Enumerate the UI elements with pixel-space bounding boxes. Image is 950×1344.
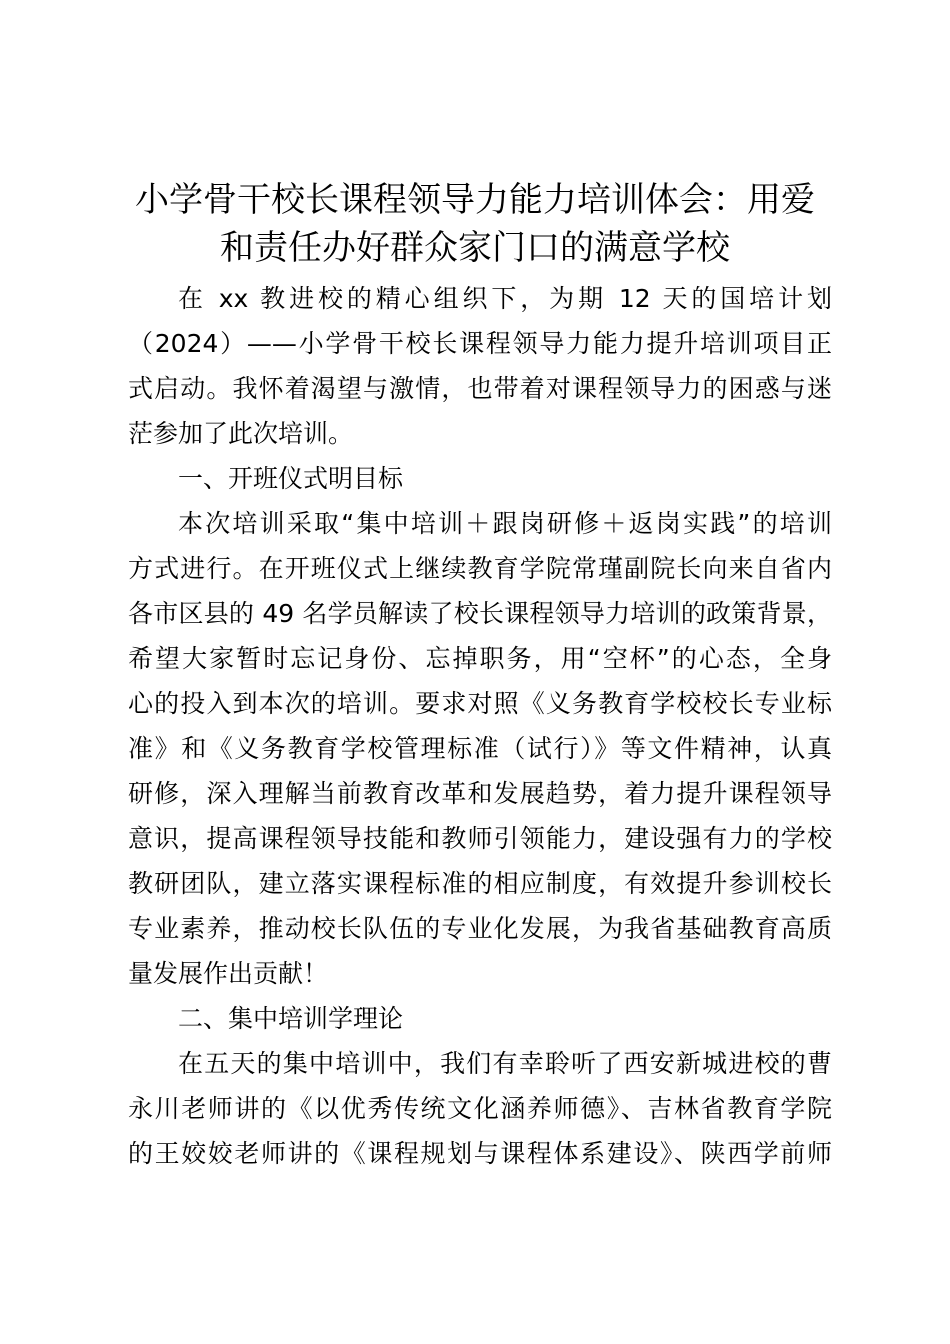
section1-line-7: 研修，深入理解当前教育改革和发展趋势，着力提升课程领导 [128, 779, 832, 808]
section1-line-8: 意识，提高课程领导技能和教师引领能力，建设强有力的学校 [128, 824, 832, 853]
intro-line-4: 茫参加了此次培训。 [128, 419, 354, 448]
section1-line-2: 方式进行。在开班仪式上继续教育学院常瑾副院长向来自省内 [128, 554, 832, 583]
section2-line-1: 在五天的集中培训中，我们有幸聆听了西安新城进校的曹 [178, 1049, 832, 1078]
intro-line-2: （2024）——小学骨干校长课程领导力能力提升培训项目正 [128, 329, 832, 358]
document-title-line-2: 和责任办好群众家门口的满意学校 [220, 228, 730, 268]
section1-line-11: 量发展作出贡献！ [128, 959, 329, 988]
intro-line-1: 在 xx 教进校的精心组织下，为期 12 天的国培计划 [178, 284, 832, 313]
intro-line-3: 式启动。我怀着渴望与激情，也带着对课程领导力的困惑与迷 [128, 374, 832, 403]
section1-line-1: 本次培训采取“集中培训＋跟岗研修＋返岗实践”的培训 [178, 509, 832, 538]
section1-line-6: 准》和《义务教育学校管理标准（试行）》等文件精神，认真 [128, 734, 832, 763]
section2-line-3: 的王姣姣老师讲的《课程规划与课程体系建设》、陕西学前师 [128, 1139, 832, 1168]
document-title-line-1: 小学骨干校长课程领导力能力培训体会：用爱 [135, 180, 815, 220]
section1-line-5: 心的投入到本次的培训。要求对照《义务教育学校校长专业标 [128, 689, 832, 718]
section1-line-10: 专业素养，推动校长队伍的专业化发展，为我省基础教育高质 [128, 914, 832, 943]
section1-line-4: 希望大家暂时忘记身份、忘掉职务，用“空杯”的心态，全身 [128, 644, 832, 673]
section1-heading: 一、开班仪式明目标 [178, 464, 404, 493]
section2-line-2: 永川老师讲的《以优秀传统文化涵养师德》、吉林省教育学院 [128, 1094, 832, 1123]
section1-line-3: 各市区县的 49 名学员解读了校长课程领导力培训的政策背景， [128, 599, 832, 628]
section1-line-9: 教研团队，建立落实课程标准的相应制度，有效提升参训校长 [128, 869, 832, 898]
section2-heading: 二、集中培训学理论 [178, 1004, 404, 1033]
